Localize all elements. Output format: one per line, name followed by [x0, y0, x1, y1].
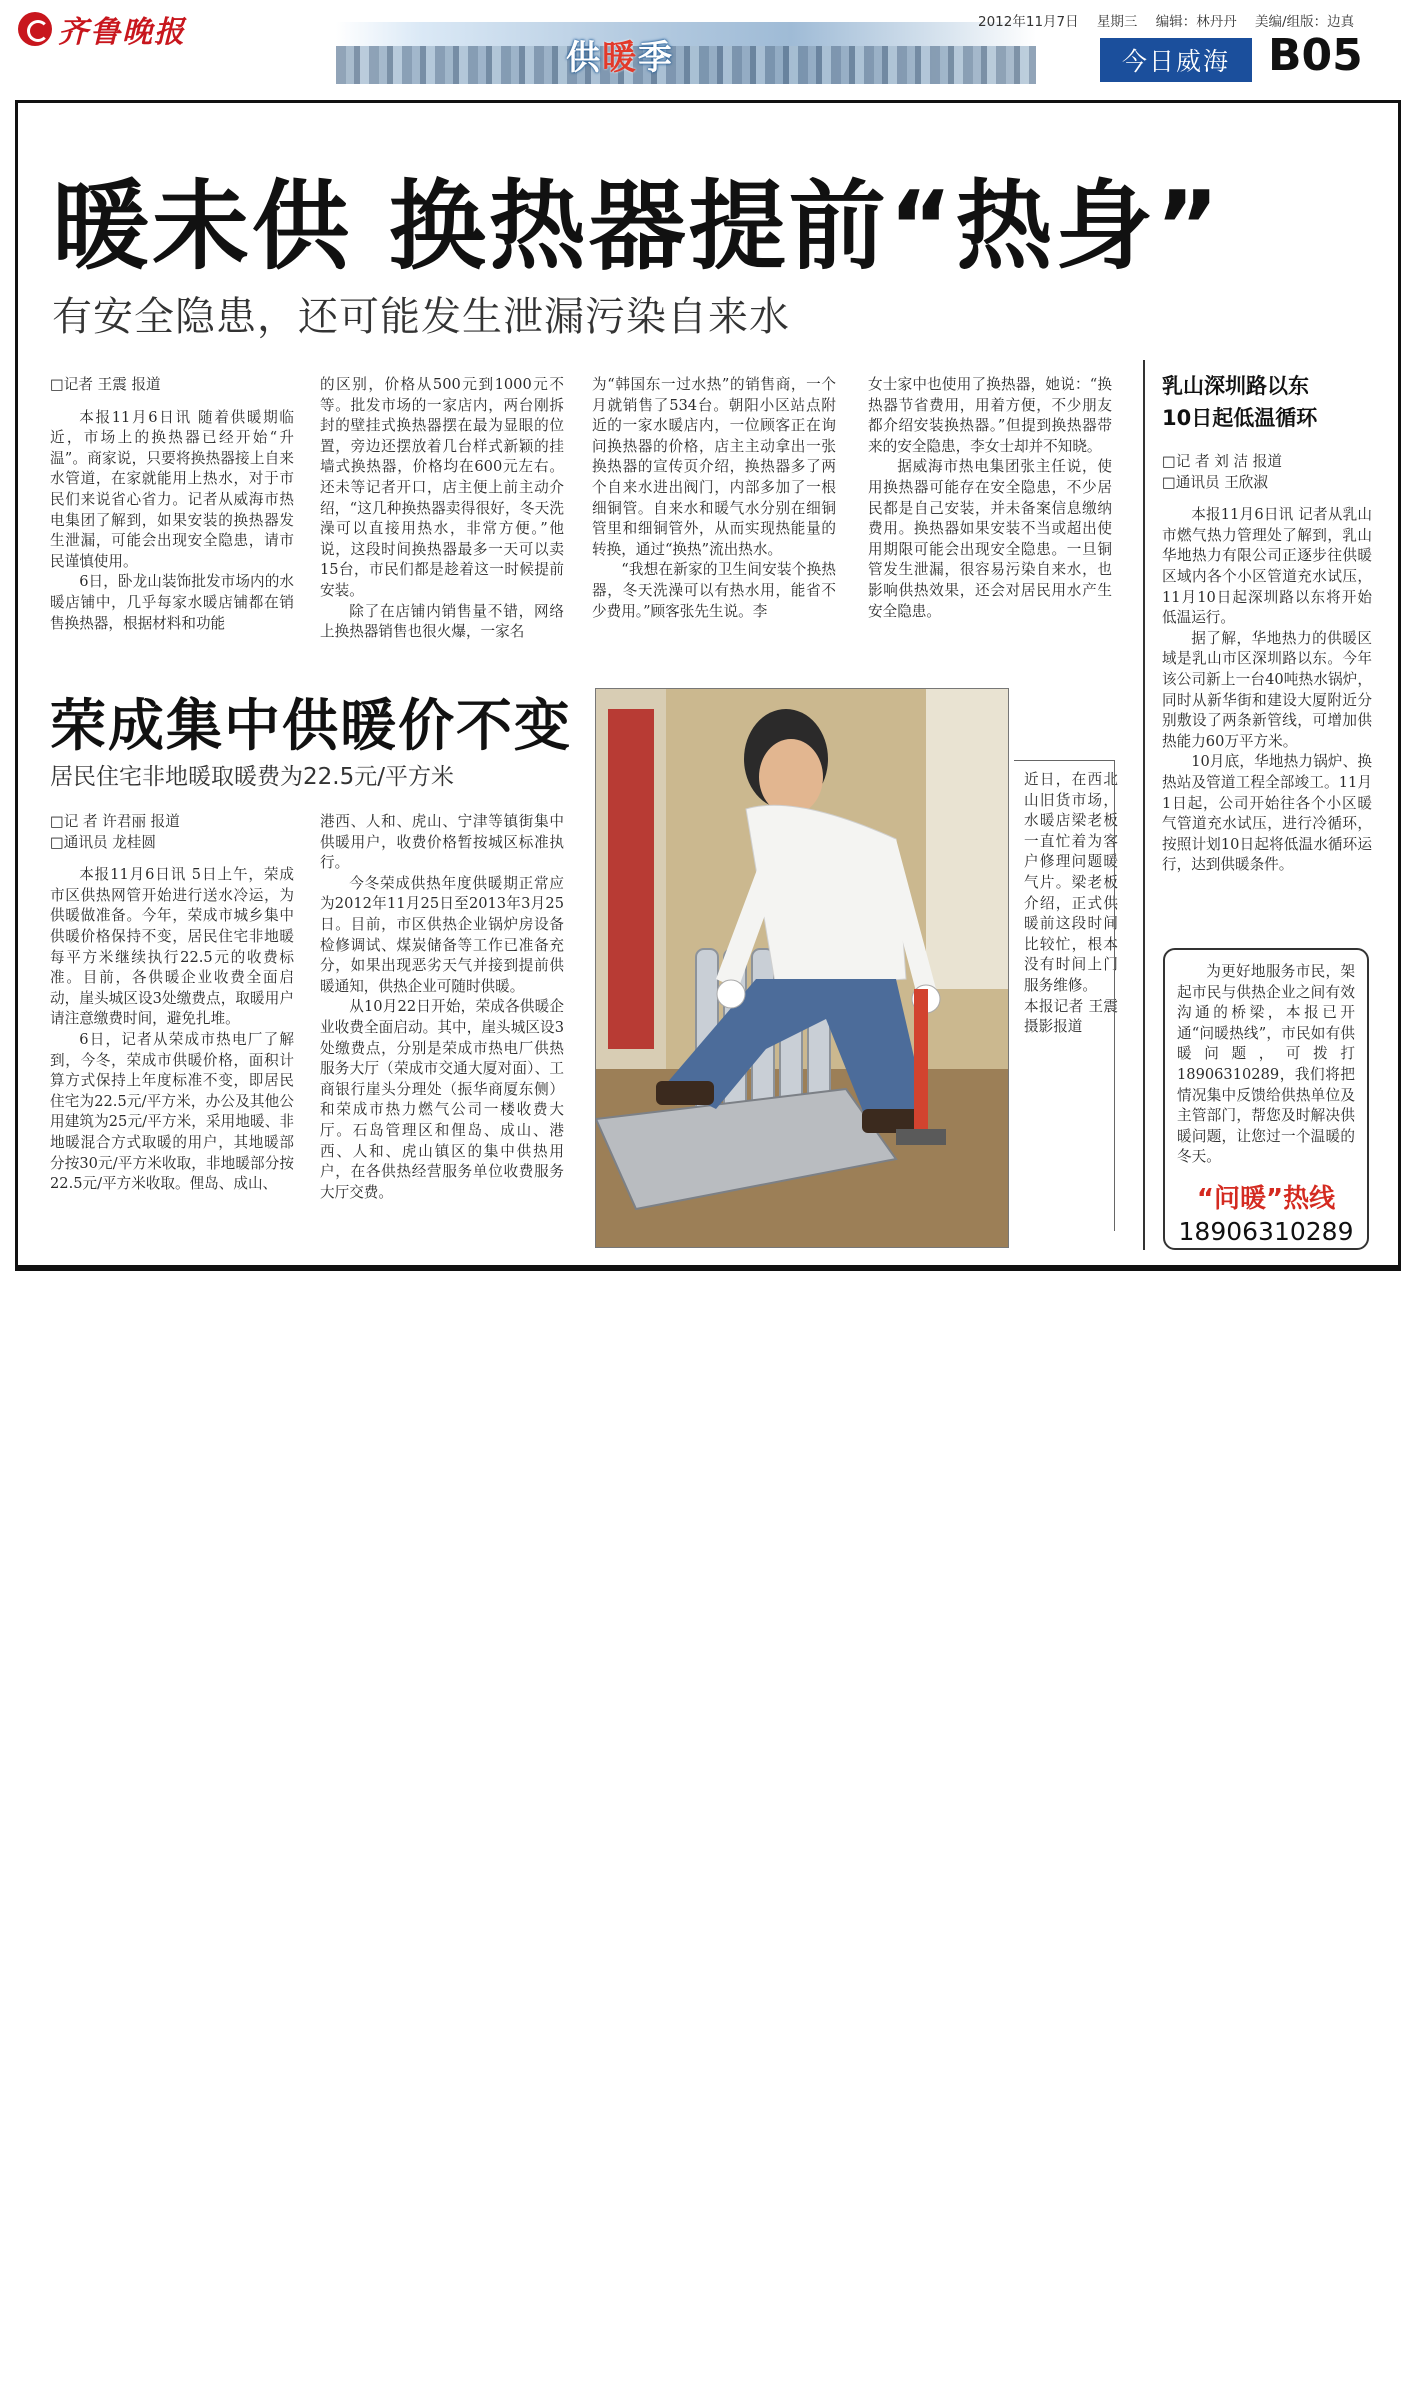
- lead-column-4: [868, 375, 1112, 622]
- banner-title: 供暖季: [566, 38, 674, 78]
- lead-paragraph: 除了在店铺内销售量不错，网络上换热器销售也很火爆，一家名: [320, 602, 564, 641]
- second-byline: □记 者 许君丽 报道: [50, 813, 180, 830]
- sidebar-paragraph: 10月底，华地热力锅炉、换热站及管道工程全部竣工。11月1日起，公司开始往各个小区暖气管道充水试压，进行冷循环，按照计划10日起将低温水循环运行，达到供暖条件。: [1162, 753, 1372, 874]
- sidebar-headline: [1162, 370, 1372, 434]
- lead-subhead: 有安全隐患，还可能发生泄漏污染自来水: [52, 294, 790, 340]
- news-photo: [595, 688, 1009, 1248]
- lead-column-2: [320, 375, 564, 643]
- second-byline: □通讯员 龙桂圆: [50, 833, 156, 851]
- frame-bottom-rule: [15, 1265, 1401, 1271]
- editor-credit: 编辑：林丹丹: [1155, 14, 1237, 30]
- photo-caption: [1024, 770, 1118, 1038]
- lead-paragraph: 女士家中也使用了换热器，她说：“换热器节省费用，用着方便，不少朋友都介绍安装换热器。”但提到换热器带来的安全隐患，李女士却并不知晓。: [868, 376, 1112, 455]
- second-paragraph: 本报11月6日讯 5日上午，荣成市区供热网管开始进行送水冷运，为供暖做准备。今年，荣成市城乡集中供暖价格保持不变，居民住宅非地暖每平方米继续执行22.5元的收费标准。目前，各供暖企业收费全面启动，崖头城区设3处缴费点，取暖用户请注意缴费时间，避免扎堆。: [50, 866, 294, 1028]
- lead-column-1: [50, 375, 294, 634]
- header-meta: [978, 10, 1368, 30]
- second-column-1: [50, 812, 294, 1195]
- hotline-number: 18906310289: [1178, 1216, 1354, 1246]
- second-paragraph: 港西、人和、虎山、宁津等镇街集中供暖用户，收费价格暂按城区标准执行。: [320, 813, 564, 872]
- newspaper-logo: [18, 8, 228, 50]
- sidebar-paragraph: 本报11月6日讯 记者从乳山市燃气热力管理处了解到，乳山华地热力有限公司正逐步往供暖区域内各个小区管道充水试压，11月10日起深圳路以东将开始低温运行。: [1162, 506, 1372, 627]
- sidebar-article: [1162, 452, 1372, 876]
- logo-text: 齐鲁晚报: [58, 15, 186, 50]
- lead-column-3: [592, 375, 836, 622]
- hotline-box: [1163, 948, 1369, 1250]
- lead-paragraph: 为“韩国东一过水热”的销售商，一个月就销售了534台。朝阳小区站点附近的一家水暖店内，一位顾客正在询问换热器的价格，店主主动拿出一张换热器的宣传页介绍，换热器多了两个自来水进出阀门，内部多加了一根细铜管。自来水和暖气水分别在细铜管里和细铜管外，从而实现热能量的转换，通过“换热”流出热水。: [592, 376, 836, 558]
- second-paragraph: 从10月22日开始，荣成各供暖企业收费全面启动。其中，崖头城区设3处缴费点，分别是荣成市热电厂供热服务大厅（荣成市交通大厦对面）、工商银行崖头分理处（振华商厦东侧）和荣成市热力燃气公司一楼收费大厅。石岛管理区和俚岛、成山、港西、人和、虎山镇区的集中供热用户，在各供热经营服务单位收费服务大厅交费。: [320, 998, 564, 1201]
- city-skyline-graphic: [336, 46, 1036, 84]
- lead-paragraph: 据威海市热电集团张主任说，使用换热器可能存在安全隐患，不少居民都是自己安装，并未备案信息缴纳费用。换热器如果安装不当或超出使用期限可能会出现安全隐患。一旦铜管发生泄漏，很容易污染自来水，也影响供热效果，还会对居民用水产生安全隐患。: [868, 458, 1112, 620]
- issue-date: 2012年11月7日: [978, 14, 1079, 30]
- caption-bracket: [1014, 760, 1115, 1231]
- second-headline: 荣成集中供暖价不变: [50, 694, 572, 759]
- section-banner: [336, 22, 1036, 84]
- lead-paragraph: “我想在新家的卫生间安装个换热器，冬天洗澡可以有热水用，能省不少费用。”顾客张先生说。李: [592, 561, 836, 620]
- hotline-text: 为更好地服务市民，架起市民与供热企业之间有效沟通的桥梁，本报已开通“问暖热线”，市民如有供暖问题，可拨打18906310289，我们将把情况集中反馈给供热单位及主管部门，帮您及时解决供暖问题，让您过一个温暖的冬天。: [1177, 963, 1355, 1166]
- issue-weekday: 星期三: [1096, 14, 1138, 30]
- second-paragraph: 6日，记者从荣成市热电厂了解到，今冬，荣成市供暖价格，面积计算方式保持上年度标准不变，即居民住宅为22.5元/平方米，办公及其他公用建筑为25元/平方米，采用地暖、非地暖混合方式取暖的用户，其地暖部分按30元/平方米收取，非地暖部分按22.5元/平方米收取。俚岛、成山、: [50, 1030, 294, 1193]
- lead-paragraph: 6日，卧龙山装饰批发市场内的水暖店铺中，几乎每家水暖店铺都在销售换热器，根据材料和功能: [50, 573, 294, 632]
- photo-credit: 本报记者 王震 摄影报道: [1024, 997, 1118, 1036]
- lead-paragraph: 本报11月6日讯 随着供暖期临近，市场上的换热器已经开始“升温”。商家说，只要将换热器接上自来水管道，在家就能用上热水，对于市民们来说省心省力。记者从威海市热电集团了解到，如果安装的换热器发生泄漏，可能会出现安全隐患，请市民谨慎使用。: [50, 408, 294, 570]
- lead-byline: □记者 王震 报道: [50, 376, 161, 393]
- lead-headline: 暖未供 换热器提前“热身”: [52, 170, 1223, 283]
- sidebar-headline-line-1: 乳山深圳路以东: [1162, 374, 1309, 398]
- sidebar-byline: □记 者 刘 洁 报道: [1162, 453, 1282, 470]
- page-number: B05: [1268, 30, 1363, 81]
- lead-paragraph: 的区别，价格从500元到1000元不等。批发市场的一家店内，两台刚拆封的壁挂式换热器摆在最为显眼的位置，旁边还摆放着几台样式新颖的挂墙式换热器，价格均在600元左右。还未等记者开口，店主便上前主动介绍，“这几种换热器卖得很好，冬天洗澡可以直接用热水，非常方便。”他说，这段时间换热器最多一天可以卖15台，市民们都是趁着这一时候提前安装。: [320, 376, 564, 599]
- sidebar-paragraph: 据了解，华地热力的供暖区域是乳山市区深圳路以东。今年该公司新上一台40吨热水锅炉，同时从新华街和建设大厦附近分别敷设了两条新管线，可增加供热能力60万平方米。: [1162, 629, 1372, 750]
- second-subhead: 居民住宅非地暖取暖费为22.5元/平方米: [50, 764, 454, 790]
- logo-mark-icon: [18, 12, 52, 46]
- designer-credit: 美编/组版：边真: [1255, 14, 1355, 30]
- sidebar-divider: [1143, 360, 1145, 1250]
- section-name: 今日威海: [1100, 38, 1252, 82]
- second-column-2: [320, 812, 564, 1203]
- photo-illustration: [596, 689, 1008, 1247]
- sidebar-headline-line-2: 10日起低温循环: [1162, 406, 1318, 430]
- photo-caption-text: 近日，在西北山旧货市场，水暖店梁老板一直忙着为客户修理问题暖气片。梁老板介绍，正式供暖前这段时间比较忙，根本没有时间上门服务维修。: [1024, 771, 1118, 994]
- hotline-label: “问暖”热线: [1196, 1183, 1336, 1214]
- second-paragraph: 今冬荣成供热年度供暖期正常应为2012年11月25日至2013年3月25日。目前，市区供热企业锅炉房设备检修调试、煤炭储备等工作已准备充分，如果出现恶劣天气并接到提前供暖通知，供热企业可随时供暖。: [320, 874, 564, 995]
- sidebar-byline: □通讯员 王欣淑: [1162, 473, 1268, 491]
